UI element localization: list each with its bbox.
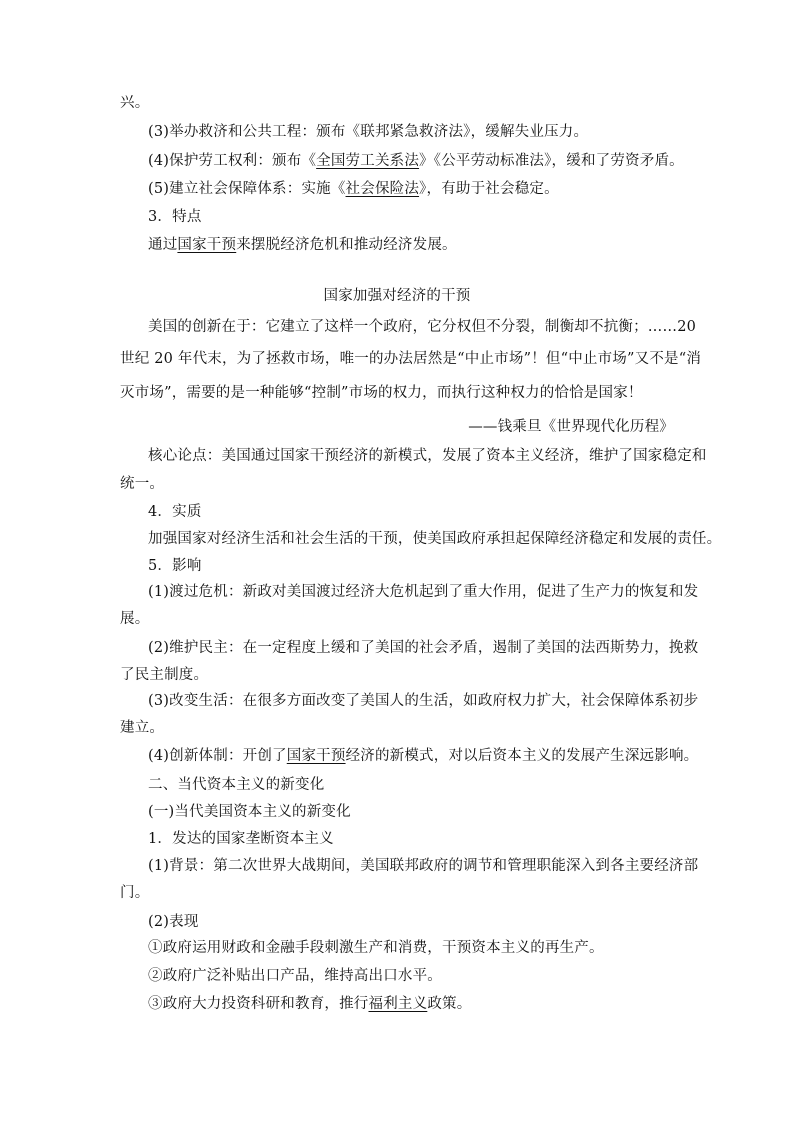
text-span: (4)保护劳工权利：颁布《 xyxy=(148,153,317,169)
underlined-term: 国家干预 xyxy=(286,748,346,764)
quote-line: 美国的创新在于：它建立了这样一个政府，它分权但不分裂，制衡却不抗衡；……20 xyxy=(148,319,697,335)
list-item xyxy=(148,994,471,1014)
text-span: 》《公平劳动标准法》，缓和了劳资矛盾。 xyxy=(419,153,684,169)
text-line: (3)举办救济和公共工程：颁布《联邦紧急救济法》，缓解失业压力。 xyxy=(148,124,589,140)
list-item: ①政府运用财政和金融手段刺激生产和消费，干预资本主义的再生产。 xyxy=(148,940,604,956)
text-span: 政策。 xyxy=(427,996,472,1012)
text-line: (1)渡过危机：新政对美国渡过经济大危机起到了重大作用，促进了生产力的恢复和发 xyxy=(148,584,699,600)
text-line: 了民主制度。 xyxy=(120,667,209,683)
quote-box-title: 国家加强对经济的干预 xyxy=(323,288,471,304)
text-span: (5)建立社会保障体系：实施《 xyxy=(148,181,346,197)
underlined-term: 全国劳工关系法 xyxy=(316,153,420,169)
text-line: 门。 xyxy=(120,885,150,901)
text-line: 加强国家对经济生活和社会生活的干预，使美国政府承担起保障经济稳定和发展的责任。 xyxy=(148,531,722,547)
text-span: 来摆脱经济危机和推动经济发展。 xyxy=(236,237,457,253)
text-line: (1)背景：第二次世界大战期间，美国联邦政府的调节和管理职能深入到各主要经济部 xyxy=(148,858,699,874)
text-span: 》，有助于社会稳定。 xyxy=(419,181,559,197)
quote-line: 世纪 20 年代末，为了拯救市场，唯一的办法居然是“中止市场”！但“中止市场”又不是“消 xyxy=(120,351,702,367)
text-span: ③政府大力投资科研和教育，推行 xyxy=(148,996,369,1012)
section-heading: (一)当代美国资本主义的新变化 xyxy=(148,804,351,820)
section-heading: 5．影响 xyxy=(148,558,202,574)
text-line xyxy=(148,235,457,255)
quote-source: ——钱乘旦《世界现代化历程》 xyxy=(468,419,674,435)
text-span: (4)创新体制：开创了 xyxy=(148,748,287,764)
section-heading: 1．发达的国家垄断资本主义 xyxy=(148,831,334,847)
text-line: 建立。 xyxy=(120,720,165,736)
quote-line: 灭市场”，需要的是一种能够“控制”市场的权力，而执行这种权力的恰恰是国家！ xyxy=(120,385,643,401)
core-argument: 核心论点：美国通过国家干预经济的新模式，发展了资本主义经济，维护了国家稳定和 xyxy=(148,448,707,464)
text-line: (3)改变生活：在很多方面改变了美国人的生活，如政府权力扩大，社会保障体系初步 xyxy=(148,693,699,709)
underlined-term: 社会保险法 xyxy=(345,181,420,197)
core-argument: 统一。 xyxy=(120,476,165,492)
text-line xyxy=(148,746,698,766)
underlined-term: 福利主义 xyxy=(368,996,428,1012)
text-span: 经济的新模式，对以后资本主义的发展产生深远影响。 xyxy=(345,748,699,764)
text-line: 兴。 xyxy=(120,95,150,111)
text-span: 通过 xyxy=(148,237,178,253)
text-line: 展。 xyxy=(120,611,150,627)
section-heading: 3．特点 xyxy=(148,209,202,225)
text-line xyxy=(148,151,684,171)
section-heading: (2)表现 xyxy=(148,914,199,930)
section-heading: 4．实质 xyxy=(148,504,202,520)
list-item: ②政府广泛补贴出口产品，维持高出口水平。 xyxy=(148,968,442,984)
section-heading: 二、当代资本主义的新变化 xyxy=(148,777,325,793)
text-line: (2)维护民主：在一定程度上缓和了美国的社会矛盾，遏制了美国的法西斯势力，挽救 xyxy=(148,640,699,656)
underlined-term: 国家干预 xyxy=(177,237,237,253)
text-line xyxy=(148,179,559,199)
